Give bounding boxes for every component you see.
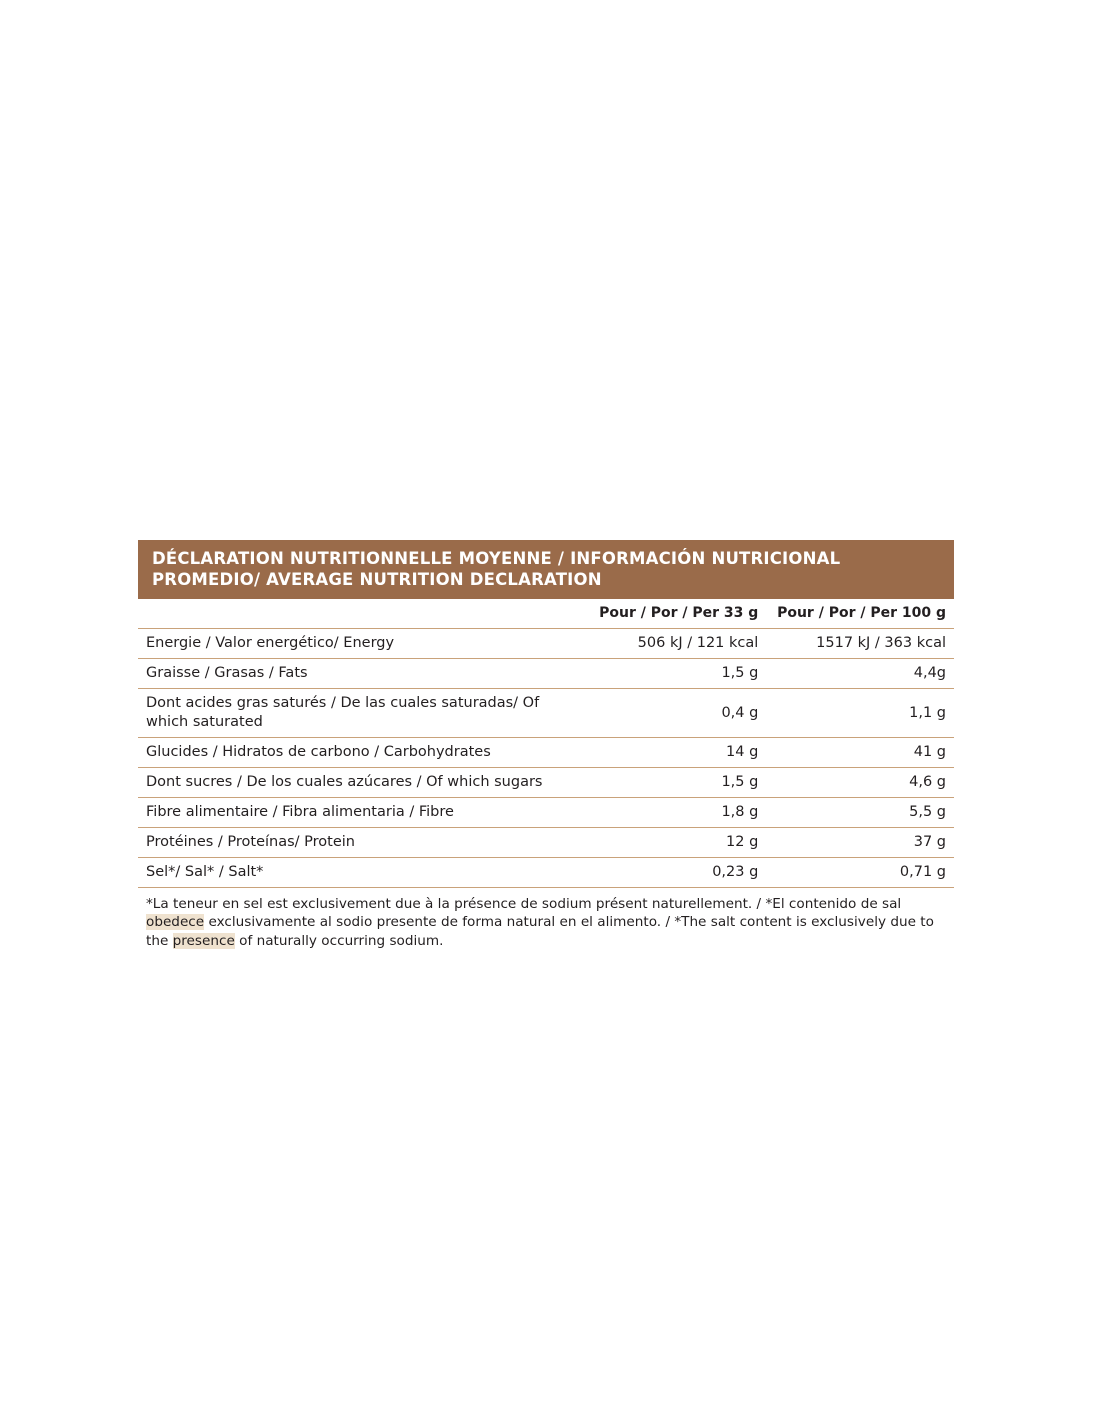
- nutrition-table: [138, 599, 954, 888]
- row-value-per-serving: 506 kJ / 121 kcal: [562, 629, 766, 659]
- row-value-per-100g: 5,5 g: [766, 797, 954, 827]
- row-value-per-serving: 0,4 g: [562, 689, 766, 737]
- footnote-text-part-5: of naturally occurring sodium.: [234, 932, 444, 949]
- row-value-per-serving: 12 g: [562, 828, 766, 858]
- salt-footnote: [138, 888, 954, 949]
- row-value-per-100g: 37 g: [766, 828, 954, 858]
- table-row: [138, 797, 954, 827]
- nutrition-panel: [138, 540, 954, 950]
- row-value-per-serving: 1,8 g: [562, 797, 766, 827]
- row-label: Dont sucres / De los cuales azúcares / Of which sugars: [138, 767, 562, 797]
- table-row: [138, 689, 954, 737]
- row-value-per-100g: 4,4g: [766, 659, 954, 689]
- footnote-text-part-3: exclusivamente al sodio presente de forma natural en el alimento. / *The salt content is exclusively due to the: [146, 914, 934, 949]
- row-value-per-100g: 0,71 g: [766, 858, 954, 888]
- footnote-text-part-2: obedece: [146, 914, 205, 931]
- row-label: Glucides / Hidratos de carbono / Carbohydrates: [138, 737, 562, 767]
- row-value-per-serving: 14 g: [562, 737, 766, 767]
- panel-title: DÉCLARATION NUTRITIONNELLE MOYENNE / INFORMACIÓN NUTRICIONAL PROMEDIO/ AVERAGE NUTRITION DECLARATION: [138, 540, 954, 599]
- table-row: [138, 659, 954, 689]
- footnote-text-part-1: *La teneur en sel est exclusivement due à la présence de sodium présent naturellement. / *El contenido de sal: [146, 896, 902, 913]
- column-header-label: [138, 599, 562, 629]
- table-row: [138, 629, 954, 659]
- row-label: Sel*/ Sal* / Salt*: [138, 858, 562, 888]
- table-row: [138, 767, 954, 797]
- row-label: Energie / Valor energético/ Energy: [138, 629, 562, 659]
- row-value-per-100g: 1,1 g: [766, 689, 954, 737]
- column-header-per-serving: Pour / Por / Per 33 g: [599, 605, 759, 622]
- row-value-per-100g: 4,6 g: [766, 767, 954, 797]
- table-row: [138, 737, 954, 767]
- column-header-per-100g: Pour / Por / Per 100 g: [777, 605, 946, 622]
- row-label: Protéines / Proteínas/ Protein: [138, 828, 562, 858]
- row-value-per-serving: 1,5 g: [562, 659, 766, 689]
- table-row: [138, 828, 954, 858]
- table-row: [138, 858, 954, 888]
- row-label: Dont acides gras saturés / De las cuales saturadas/ Of which saturated: [138, 689, 562, 737]
- footnote-text-part-4: presence: [172, 932, 235, 949]
- row-value-per-100g: 41 g: [766, 737, 954, 767]
- table-header-row: [138, 599, 954, 629]
- row-label: Graisse / Grasas / Fats: [138, 659, 562, 689]
- row-value-per-serving: 1,5 g: [562, 767, 766, 797]
- row-value-per-serving: 0,23 g: [562, 858, 766, 888]
- row-label: Fibre alimentaire / Fibra alimentaria / Fibre: [138, 797, 562, 827]
- row-value-per-100g: 1517 kJ / 363 kcal: [766, 629, 954, 659]
